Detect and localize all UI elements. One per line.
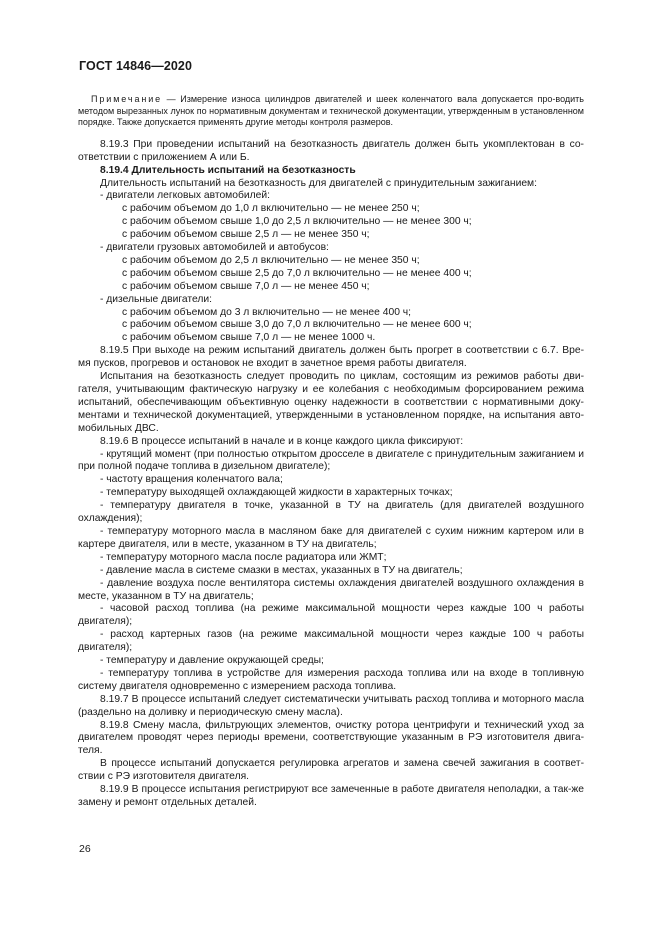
list-item: - температуру выходящей охлаждающей жидкости в характерных точках;: [100, 487, 453, 499]
paragraph: 8.19.8 Смену масла, фильтрующих элементов, очистку ротора центрифуги и технический уход за двигателем проводят через периоды времени, соответствующие указанным в РЭ изготовителя двига-теля.: [78, 719, 584, 757]
list-subitem: с рабочим объемом до 1,0 л включительно — не менее 250 ч;: [122, 203, 420, 215]
list-item: - температуру и давление окружающей среды;: [100, 655, 324, 667]
paragraph: 8.19.7 В процессе испытаний следует систематически учитывать расход топлива и моторного масла (раздельно на доливку и периодическую смену масла).: [78, 693, 584, 718]
paragraph: 8.19.6 В процессе испытаний в начале и в конце каждого цикла фиксируют:: [100, 435, 464, 447]
list-subitem: с рабочим объемом свыше 2,5 л — не менее 350 ч;: [122, 229, 370, 241]
paragraph: 8.19.3 При проведении испытаний на безотказность двигатель должен быть укомплектован в со-ответствии с приложением А или Б.: [78, 138, 584, 163]
paragraph: 8.19.9 В процессе испытания регистрируют все замеченные в работе двигателя неполадки, а так-же замену и ремонт отдельных деталей.: [78, 784, 584, 808]
document-body: [78, 94, 584, 810]
list-item: - двигатели легковых автомобилей:: [100, 190, 270, 202]
list-item: - давление масла в системе смазки в местах, указанных в ТУ на двигатель;: [100, 564, 463, 576]
list-subitem: с рабочим объемом до 2,5 л включительно — не менее 350 ч;: [122, 254, 420, 266]
paragraph: 8.19.5 При выходе на режим испытаний двигатель должен быть прогрет в соответствии с 6.7. Вре-мя пусков, прогревов и остановок не входит в зачетное время работы двигателя.: [78, 345, 584, 370]
paragraph: В процессе испытаний допускается регулировка агрегатов и замена свечей зажигания в соответ-ствии с РЭ изготовителя двигателя.: [78, 758, 584, 783]
list-subitem: с рабочим объемом свыше 3,0 до 7,0 л включительно — не менее 600 ч;: [122, 319, 472, 331]
list-item: - часовой расход топлива (на режиме максимальной мощности через каждые 100 ч работы двигателя);: [78, 603, 584, 628]
note: [78, 94, 584, 129]
list-item: - давление воздуха после вентилятора системы охлаждения двигателей воздушного охлаждения в месте, указанном в ТУ на двигатель;: [78, 577, 584, 602]
list-item: - частоту вращения коленчатого вала;: [100, 474, 283, 486]
note-label: Примечание: [91, 94, 163, 104]
list-item: - крутящий момент (при полностью открытом дросселе в двигателе с принудительным зажиганием и при полной подаче топлива в дизельном двигателе);: [78, 448, 584, 473]
list-item: - дизельные двигатели:: [100, 293, 212, 305]
list-subitem: с рабочим объемом свыше 1,0 до 2,5 л включительно — не менее 300 ч;: [122, 216, 472, 228]
paragraph: Длительность испытаний на безотказность для двигателей с принудительным зажиганием:: [100, 177, 537, 189]
list-item: - расход картерных газов (на режиме максимальной мощности через каждые 100 ч работы двигателя);: [78, 629, 584, 654]
note-text: — Измерение износа цилиндров двигателей и шеек коленчатого вала допускается про-водить методом вырезанных лунок по нормативным документам и технической документации, утвержденным в установленном порядке. Также допускается применять другие методы контроля размеров.: [78, 94, 584, 128]
list-item: - температуру моторного масла в масляном баке для двигателей с сухим нижним картером или в картере двигателя, или в месте, указанном в ТУ на двигатель;: [78, 525, 584, 550]
list-subitem: с рабочим объемом свыше 7,0 л — не менее 450 ч;: [122, 280, 370, 292]
list-item: - температуру моторного масла после радиатора или ЖМТ;: [100, 551, 387, 563]
list-item: - температуру двигателя в точке, указанной в ТУ на двигатель (для двигателей воздушного охлаждения);: [78, 500, 584, 525]
document-header: ГОСТ 14846—2020: [79, 59, 193, 73]
page-number: 26: [79, 843, 91, 855]
list-item: - двигатели грузовых автомобилей и автобусов:: [100, 242, 329, 254]
list-subitem: с рабочим объемом свыше 7,0 л — не менее 1000 ч.: [122, 332, 376, 344]
list-subitem: с рабочим объемом до 3 л включительно — не менее 400 ч;: [122, 306, 412, 318]
section-heading: 8.19.4 Длительность испытаний на безотказность: [100, 164, 356, 176]
list-item: - температуру топлива в устройстве для измерения расхода топлива или на входе в топливную систему двигателя одновременно с измерением расхода топлива.: [78, 667, 584, 692]
paragraph: Испытания на безотказность следует проводить по циклам, состоящим из режимов работы дви-гателя, учитывающим фактическую нагрузку и ее колебания с необходимым форсированием режима испытаний, обеспечивающим объективную оценку надежности в соответствии с нормативными доку-ментами и технической документацией, утвержденными в установленном порядке, на испытания авто-мобильных ДВС.: [78, 371, 584, 434]
list-subitem: с рабочим объемом свыше 2,5 до 7,0 л включительно — не менее 400 ч;: [122, 267, 472, 279]
